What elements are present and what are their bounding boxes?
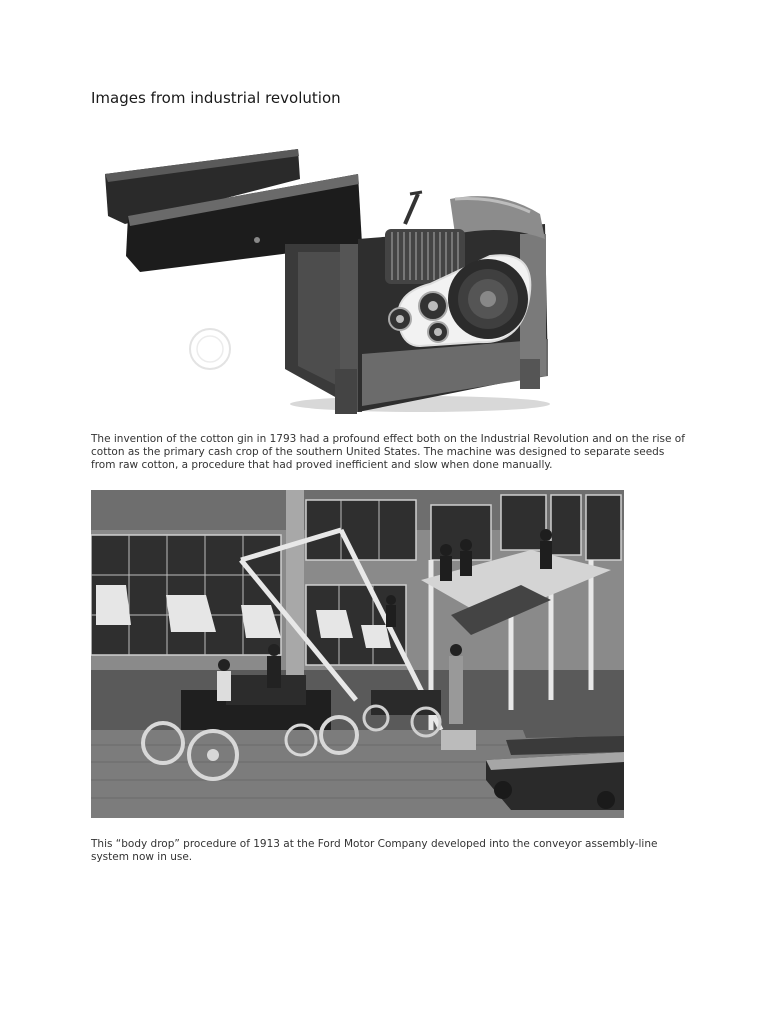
page-title: Images from industrial revolution xyxy=(91,89,341,107)
cotton-gin-photo xyxy=(100,144,555,416)
cotton-gin-caption: The invention of the cotton gin in 1793 had a profound effect both on the Industrial Revolution and on the rise of cotton as the primary cash crop of the southern United States. The machine was designed to separate seeds from raw cotton, a procedure that had proved inefficient and slow when done manually. xyxy=(91,433,685,471)
ford-body-drop-photo xyxy=(91,490,624,818)
assembly-line-caption: This “body drop” procedure of 1913 at the Ford Motor Company developed into the conveyor assembly-line system now in use. xyxy=(91,838,658,863)
